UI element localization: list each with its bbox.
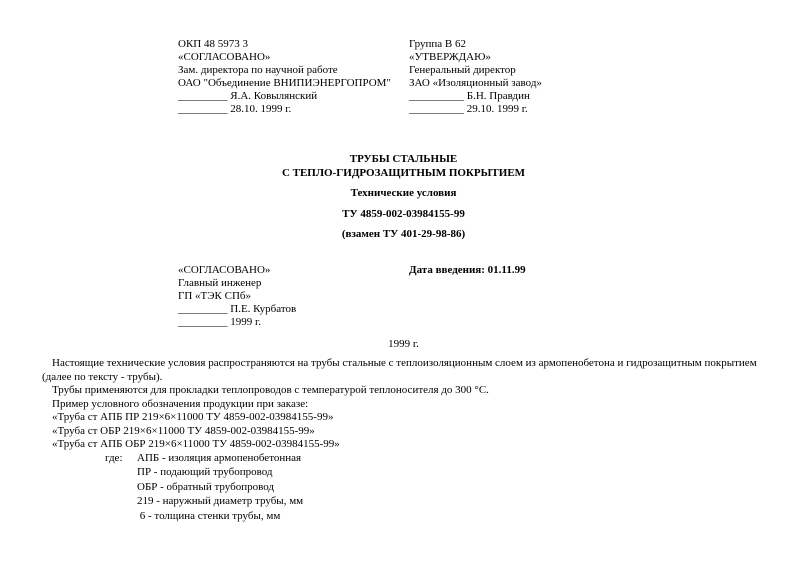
document-year: 1999 г. [388, 338, 419, 350]
header-right-block [409, 38, 542, 116]
example-designation-3: «Труба ст АПБ ОБР 219×6×11000 ТУ 4859-002-03984155-99» [52, 438, 340, 450]
group-code: Группа В 62 [409, 38, 467, 50]
document-subtitle: Технические условия [350, 187, 457, 199]
legend-item: АПБ - изоляция армопенобетонная [137, 451, 302, 464]
paragraph-application: Трубы применяются для прокладки теплопроводов с температурой теплоносителя до 300 °С. [52, 384, 489, 396]
legend-where-label: где: [105, 451, 123, 464]
signature-line: _________ Я.А. Ковылянский [178, 90, 318, 102]
approver-signature-line: __________ Б.Н. Правдин [409, 90, 530, 102]
legend-item: 6 - толщина стенки трубы, мм [137, 509, 281, 522]
legend-list [137, 452, 303, 525]
legend-item: ОБР - обратный трубопровод [137, 480, 274, 493]
legend-item: ПР - подающий трубопровод [137, 466, 273, 478]
chief-engineer-position: Главный инженер [178, 277, 262, 289]
document-body [42, 357, 767, 527]
agreed-label: «СОГЛАСОВАНО» [178, 51, 271, 63]
signatory-position: Зам. директора по научной работе [178, 64, 338, 76]
agreement-block-2 [178, 264, 296, 329]
approver-signature-date: __________ 29.10. 1999 г. [409, 103, 528, 115]
example-designation-1: «Труба ст АПБ ПР 219×6×11000 ТУ 4859-002-03984155-99» [52, 411, 334, 423]
chief-engineer-signature: _________ П.Е. Курбатов [178, 303, 297, 315]
agreed-label-2: «СОГЛАСОВАНО» [178, 264, 271, 276]
legend-item: 219 - наружный диаметр трубы, мм [137, 495, 304, 507]
approved-label: «УТВЕРЖДАЮ» [409, 51, 491, 63]
example-designation-2: «Труба ст ОБР 219×6×11000 ТУ 4859-002-03984155-99» [52, 424, 315, 437]
paragraph-example-intro: Пример условного обозначения продукции при заказе: [52, 397, 309, 410]
replaces-note: (взамен ТУ 401-29-98-86) [341, 228, 466, 240]
header-left-block [178, 38, 391, 116]
paragraph-scope-line1: Настоящие технические условия распространяются на трубы стальные с теплоизоляционным слоем из армопенобетона и гидрозащитным покрытием [52, 357, 757, 369]
introduction-date: Дата введения: 01.11.99 [409, 264, 526, 276]
document-title-line1: ТРУБЫ СТАЛЬНЫЕ [349, 153, 458, 165]
approver-position: Генеральный директор [409, 64, 516, 76]
chief-engineer-date: _________ 1999 г. [178, 316, 262, 328]
legend-block [52, 452, 767, 527]
chief-engineer-organization: ГП «ТЭК СПб» [178, 290, 251, 302]
approver-organization: ЗАО «Изоляционный завод» [409, 77, 542, 89]
paragraph-scope-line2: (далее по тексту - трубы). [42, 370, 163, 383]
signatory-organization: ОАО "Объединение ВНИПИЭНЕРГОПРОМ" [178, 77, 391, 89]
document-title-line2: С ТЕПЛО-ГИДРОЗАЩИТНЫМ ПОКРЫТИЕМ [281, 167, 526, 179]
okp-code: ОКП 48 5973 3 [178, 38, 248, 50]
signature-date: _________ 28.10. 1999 г. [178, 103, 292, 115]
tu-number: ТУ 4859-002-03984155-99 [342, 208, 465, 220]
